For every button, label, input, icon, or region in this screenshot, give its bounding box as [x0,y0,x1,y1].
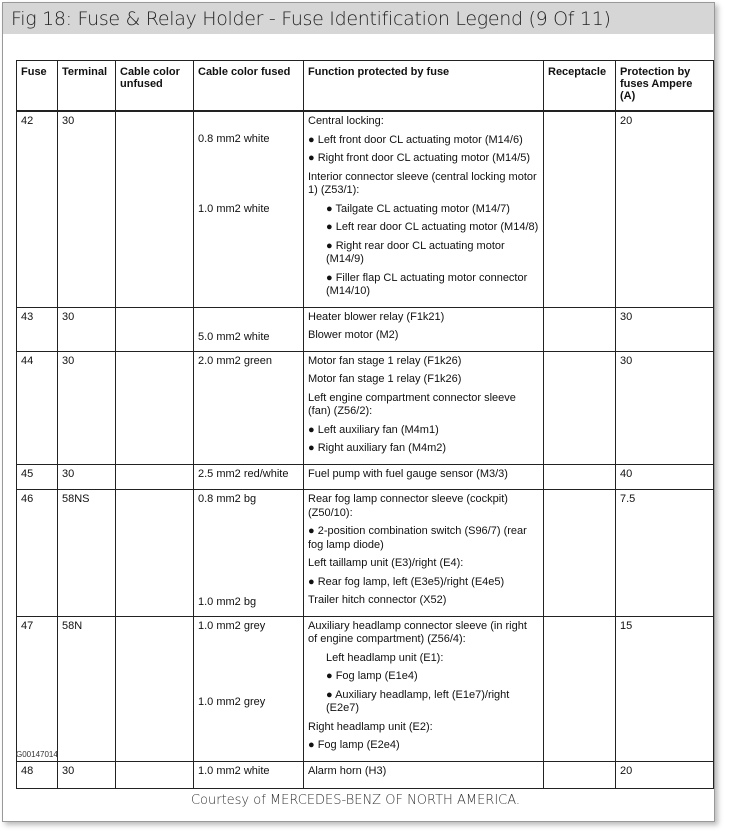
fuse-number: 45 [17,464,58,490]
fused-cable-value: 1.0 mm2 bg [198,596,257,608]
receptacle [544,616,616,761]
function-line: Central locking: [308,115,384,127]
fused-cable-value: 1.0 mm2 grey [198,695,266,708]
function-line: ● Left rear door CL actuating motor (M14/8) [326,221,539,233]
function-protected [304,490,544,617]
function-line: Rear fog lamp connector sleeve (cockpit) (Z50/10): [308,493,508,519]
header-function: Function protected by fuse [304,61,544,112]
function-line: ● Fog lamp (E2e4) [308,739,400,751]
function-protected [304,761,544,788]
table-row [17,307,714,351]
function-line: ● Right front door CL actuating motor (M14/5) [308,152,531,164]
cable-color-unfused [116,351,194,464]
function-protected [304,464,544,490]
courtesy-text: Courtesy of MERCEDES-BENZ OF NORTH AMERICA. [190,793,521,808]
function-line: Heater blower relay (F1k21) [308,310,445,323]
function-line: Motor fan stage 1 relay (F1k26) [308,373,462,385]
function-line: Fuel pump with fuel gauge sensor (M3/3) [308,467,508,480]
function-line: Interior connector sleeve (central locking motor 1) (Z53/1): [308,170,537,196]
function-protected [304,307,544,351]
cable-color-unfused [116,616,194,761]
cable-color-unfused [116,111,194,307]
fuse-number: 44 [17,351,58,464]
fused-cable-value: 1.0 mm2 white [198,203,270,215]
function-line: Blower motor (M2) [308,329,399,341]
header-cable-unfused: Cable color unfused [116,61,194,112]
cable-color-unfused [116,464,194,490]
table-row [17,111,714,307]
protection-ampere: 30 [616,307,714,351]
cable-color-fused [194,464,304,490]
receptacle [544,307,616,351]
table-row [17,351,714,464]
fuse-number: 42 [17,111,58,307]
function-protected [304,351,544,464]
cable-color-unfused [116,307,194,351]
cable-color-fused [194,307,304,351]
header-receptacle: Receptacle [544,61,616,112]
function-line: Right headlamp unit (E2): [308,720,433,733]
function-line: ● Fog lamp (E1e4) [326,670,418,682]
receptacle [544,351,616,464]
fuse-number: 48 [17,761,58,788]
cable-color-fused [194,351,304,464]
receptacle [544,111,616,307]
protection-ampere: 20 [616,761,714,788]
fused-cable-value: 1.0 mm2 grey [198,619,266,632]
figure-code: G00147014 [16,750,58,759]
function-line: Motor fan stage 1 relay (F1k26) [308,354,462,367]
function-line: Left engine compartment connector sleeve (fan) (Z56/2): [308,391,516,417]
function-line: ● Auxiliary headlamp, left (E1e7)/right (E2e7) [326,688,510,714]
function-line: Trailer hitch connector (X52) [308,594,447,606]
fused-cable-value: 0.8 mm2 white [198,133,270,145]
function-line: ● Tailgate CL actuating motor (M14/7) [326,202,510,215]
terminal: 30 [58,307,116,351]
receptacle [544,490,616,617]
protection-ampere: 30 [616,351,714,464]
header-protection: Protection by fuses Ampere (A) [616,61,714,112]
function-line: Auxiliary headlamp connector sleeve (in right of engine compartment) (Z56/4): [308,619,527,645]
table-row [17,616,714,761]
table-row [17,490,714,617]
terminal: 30 [58,464,116,490]
function-line: ● Rear fog lamp, left (E3e5)/right (E4e5) [308,575,505,588]
table-row [17,761,714,788]
protection-ampere: 7.5 [616,490,714,617]
header-cable-fused: Cable color fused [194,61,304,112]
terminal: 58N [58,616,116,761]
function-line: ● Left front door CL actuating motor (M14/6) [308,133,523,146]
function-line: ● Right auxiliary fan (M4m2) [308,442,447,454]
cable-color-fused [194,490,304,617]
terminal: 30 [58,761,116,788]
header-terminal: Terminal [58,61,116,112]
cable-color-fused [194,111,304,307]
protection-ampere: 20 [616,111,714,307]
figure-title: Fig 18: Fuse & Relay Holder - Fuse Identification Legend (9 Of 11) [11,8,611,30]
function-protected [304,111,544,307]
fused-cable-value: 0.8 mm2 bg [198,493,257,505]
fuse-number: 46 [17,490,58,617]
function-line: ● 2-position combination switch (S96/7) (rear fog lamp diode) [308,525,527,551]
cable-color-fused [194,616,304,761]
table-header-row [17,61,714,112]
terminal: 58NS [58,490,116,617]
fuse-number: 43 [17,307,58,351]
protection-ampere: 40 [616,464,714,490]
protection-ampere: 15 [616,616,714,761]
function-line: ● Left auxiliary fan (M4m1) [308,423,439,436]
cable-color-unfused [116,490,194,617]
fused-cable-value: 1.0 mm2 white [198,764,270,777]
function-line: Left headlamp unit (E1): [326,651,444,664]
title-bar [3,3,714,34]
function-protected [304,616,544,761]
fuse-number: 47 [17,616,58,761]
function-line: Alarm horn (H3) [308,764,387,777]
function-line: ● Filler flap CL actuating motor connector (M14/10) [326,271,528,297]
fused-cable-value: 2.0 mm2 green [198,354,272,367]
terminal: 30 [58,351,116,464]
fused-cable-value: 2.5 mm2 red/white [198,467,289,480]
cable-color-unfused [116,761,194,788]
cable-color-fused [194,761,304,788]
function-line: Left taillamp unit (E3)/right (E4): [308,557,464,569]
table-row [17,464,714,490]
fuse-legend-table [16,60,714,789]
header-fuse: Fuse [17,61,58,112]
function-line: ● Right rear door CL actuating motor (M14/9) [326,239,505,265]
receptacle [544,761,616,788]
fused-cable-value: 5.0 mm2 white [198,330,270,343]
receptacle [544,464,616,490]
terminal: 30 [58,111,116,307]
